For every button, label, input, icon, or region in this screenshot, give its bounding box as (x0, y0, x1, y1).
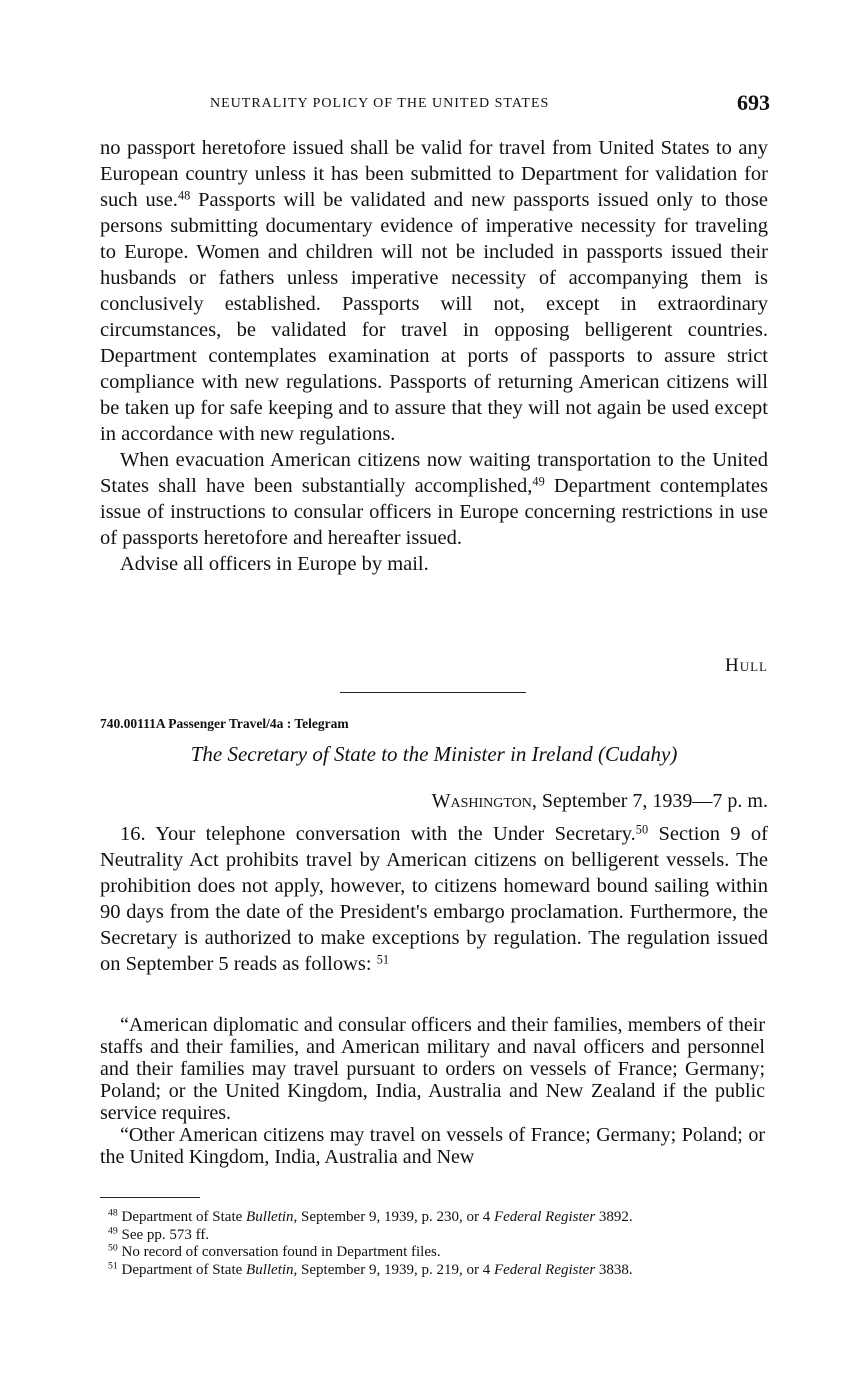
paragraph: 16. Your telephone conversation with the Under Secretary.$^{50}$ Section 9 of Neutrality Act prohibits travel by American citizens on belligerent vessels. The prohibition does not apply, however, to citizens homeward bound sailing within 90 days from the date of the President's embargo proclamation. Furthermore, the Secretary is authorized to make exceptions by regulation. The regulation issued on September 5 reads as follows: $^{51}$ (100, 822, 768, 975)
footnote: $^{50}$ No record of conversation found in Department files. (108, 1242, 441, 1260)
footnote: $^{48}$ Department of State Bulletin, September 9, 1939, p. 230, or 4 Federal Register 3892. (108, 1207, 633, 1225)
footnote-ref: 51 (376, 952, 389, 967)
paragraph: no passport heretofore issued shall be valid for travel from United States to any European country unless it has been submitted to Department for validation for such use.$^{48}$ Passports will be validated and new passports issued only to those persons submitting documentary evidence of imperative necessity for traveling to Europe. Women and children will not be included in passports issued their husbands or fathers unless imperative necessity of accompanying them is conclusively established. Passports will not, except in extraordinary circumstances, be validated for travel in opposing belligerent countries. Department contemplates examination at ports of passports to assure strict compliance with new regulations. Passports of returning American citizens will be taken up for safe keeping and to assure that they will not again be used except in accordance with new regulations. (100, 137, 768, 445)
footnote: $^{51}$ Department of State Bulletin, September 9, 1939, p. 219, or 4 Federal Register 3838. (108, 1260, 633, 1278)
signature: Hull (725, 655, 768, 676)
file-reference: 740.00111A Passenger Travel/4a : Telegram (100, 716, 349, 731)
running-head (100, 90, 770, 120)
section-divider (340, 692, 526, 693)
page-number: 693 (737, 90, 770, 115)
footnotes (100, 1209, 765, 1279)
document-title: The Secretary of State to the Minister in Ireland (Cudahy) (190, 742, 678, 766)
footnote-ref: 48 (177, 188, 191, 203)
paragraph: When evacuation American citizens now waiting transportation to the United States shall have been substantially accomplished,$^{49}$ Department contemplates issue of instructions to consular officers in Europe concerning restrictions in use of passports heretofore and hereafter issued. (100, 449, 768, 549)
quote-paragraph: “American diplomatic and consular officers and their families, members of their staffs and their families, and American military and naval officers and personnel and their families may travel pursuant to orders on vessels of France; Germany; Poland; or the United Kingdom, India, Australia and New Zealand if the public service requires. (100, 1014, 765, 1124)
footnote-ref: 49 (532, 474, 545, 489)
footnote-rule (100, 1197, 200, 1198)
paragraph: Advise all officers in Europe by mail. (120, 553, 429, 575)
block-quote (100, 1014, 765, 1168)
dateline: Washington, September 7, 1939—7 p. m. (431, 790, 768, 812)
quote-paragraph: “Other American citizens may travel on vessels of France; Germany; Poland; or the United Kingdom, India, Australia and New (100, 1124, 765, 1168)
running-title: NEUTRALITY POLICY OF THE UNITED STATES (210, 96, 550, 111)
telegram-body (100, 821, 768, 977)
telegram-body-continued (100, 135, 768, 577)
footnote: $^{49}$ See pp. 573 ff. (108, 1225, 210, 1243)
footnote-ref: 50 (635, 822, 649, 837)
